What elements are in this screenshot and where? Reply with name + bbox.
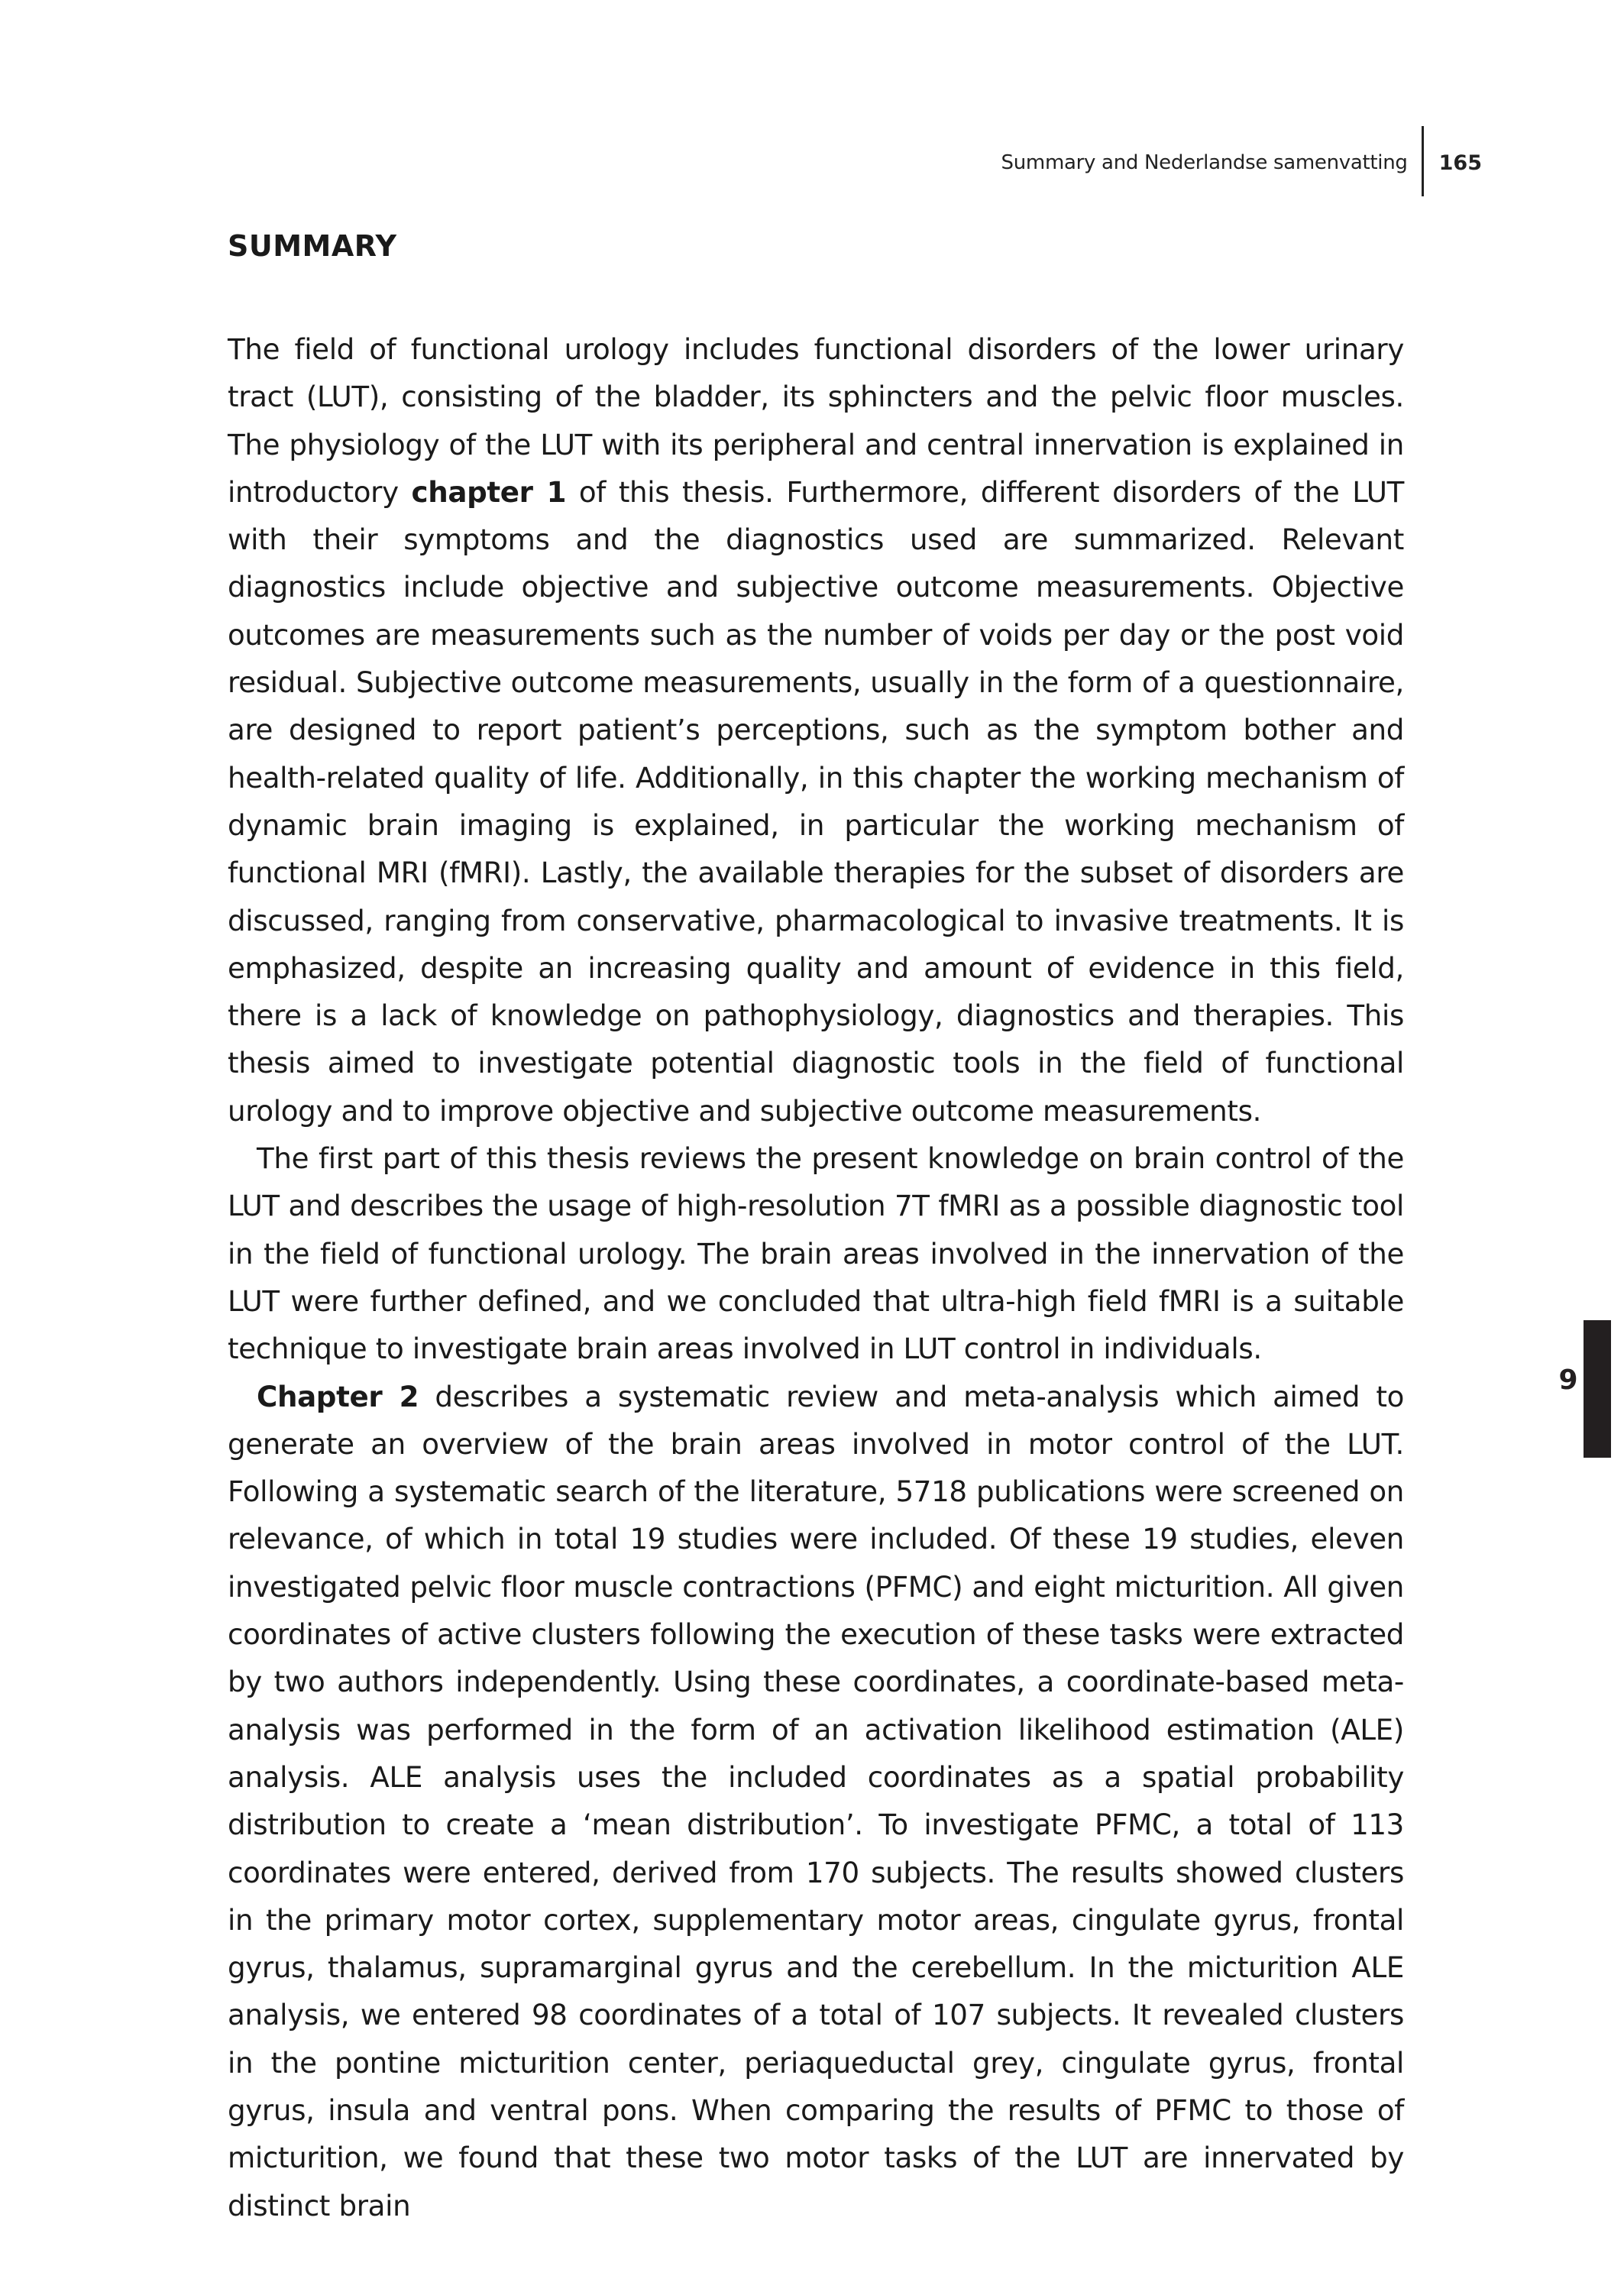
chapter-thumb-tab [1584, 1320, 1611, 1458]
running-header [1001, 136, 1482, 189]
running-header-title: Summary and Nederlandse samenvatting [1001, 151, 1408, 174]
paragraph-1-text-a: The field of functional urology includes functional disorders of the lower urinary tract (LUT), consisting of the bladder, its sphincters and the pelvic floor muscles. The physiology of the LUT with its peripheral and central innervation is explained in introductory [228, 332, 1404, 509]
chapter-2-ref: Chapter 2 [257, 1379, 419, 1413]
chapter-1-ref: chapter 1 [411, 474, 567, 509]
paragraph-3 [228, 1373, 1404, 2229]
page-number: 165 [1438, 151, 1482, 175]
body-text [228, 325, 1404, 2229]
section-heading: SUMMARY [228, 229, 397, 263]
chapter-thumb-number: 9 [1558, 1365, 1578, 1396]
paragraph-3-text-b: describes a systematic review and meta-analysis which aimed to generate an overview of the brain areas involved in motor control of the LUT. Following a systematic search of the literature, 5718 publications were screened on relevance, of which in total 19 studies were included. Of these 19 studies, eleven investigated pelvic floor muscle contractions (PFMC) and eight micturition. All given coordinates of active clusters following the execution of these tasks were extracted by two authors independently. Using these coordinates, a coordinate-based meta-analysis was performed in the form of an activation likelihood estimation (ALE) analysis. ALE analysis uses the included coordinates as a spatial probability distribution to create a ‘mean distribution’. To investigate PFMC, a total of 113 coordinates were entered, derived from 170 subjects. The results showed clusters in the primary motor cortex, supplementary motor areas, cingulate gyrus, frontal gyrus, thalamus, supramarginal gyrus and the cerebellum. In the micturition ALE analysis, we entered 98 coordinates of a total of 107 subjects. It revealed clusters in the pontine micturition center, periaqueductal grey, cingulate gyrus, frontal gyrus, insula and ventral pons. When comparing the results of PFMC to those of micturition, we found that these two motor tasks of the LUT are innervated by distinct brain [228, 1379, 1404, 2222]
paragraph-2: The first part of this thesis reviews the present knowledge on brain control of the LUT and describes the usage of high-resolution 7T fMRI as a possible diagnostic tool in the field of functional urology. The brain areas involved in the innervation of the LUT were further defined, and we concluded that ultra-high field fMRI is a suitable technique to investigate brain areas involved in LUT control in individuals. [228, 1141, 1404, 1366]
paragraph-1-text-c: of this thesis. Furthermore, different disorders of the LUT with their symptoms and the diagnostics used are summarized. Relevant diagnostics include objective and subjective outcome measurements. Objective outcomes are measurements such as the number of voids per day or the post void residual. Subjective outcome measurements, usually in the form of a questionnaire, are designed to report patient’s perceptions, such as the symptom bother and health-related quality of life. Additionally, in this chapter the working mechanism of dynamic brain imaging is explained, in particular the working mechanism of functional MRI (fMRI). Lastly, the available therapies for the subset of disorders are discussed, ranging from conservative, pharmacological to invasive treatments. It is emphasized, despite an increasing quality and amount of evidence in this field, there is a lack of knowledge on pathophysiology, diagnostics and therapies. This thesis aimed to investigate potential diagnostic tools in the field of functional urology and to improve objective and subjective outcome measurements. [228, 474, 1404, 1128]
paragraph-1 [228, 325, 1404, 1135]
